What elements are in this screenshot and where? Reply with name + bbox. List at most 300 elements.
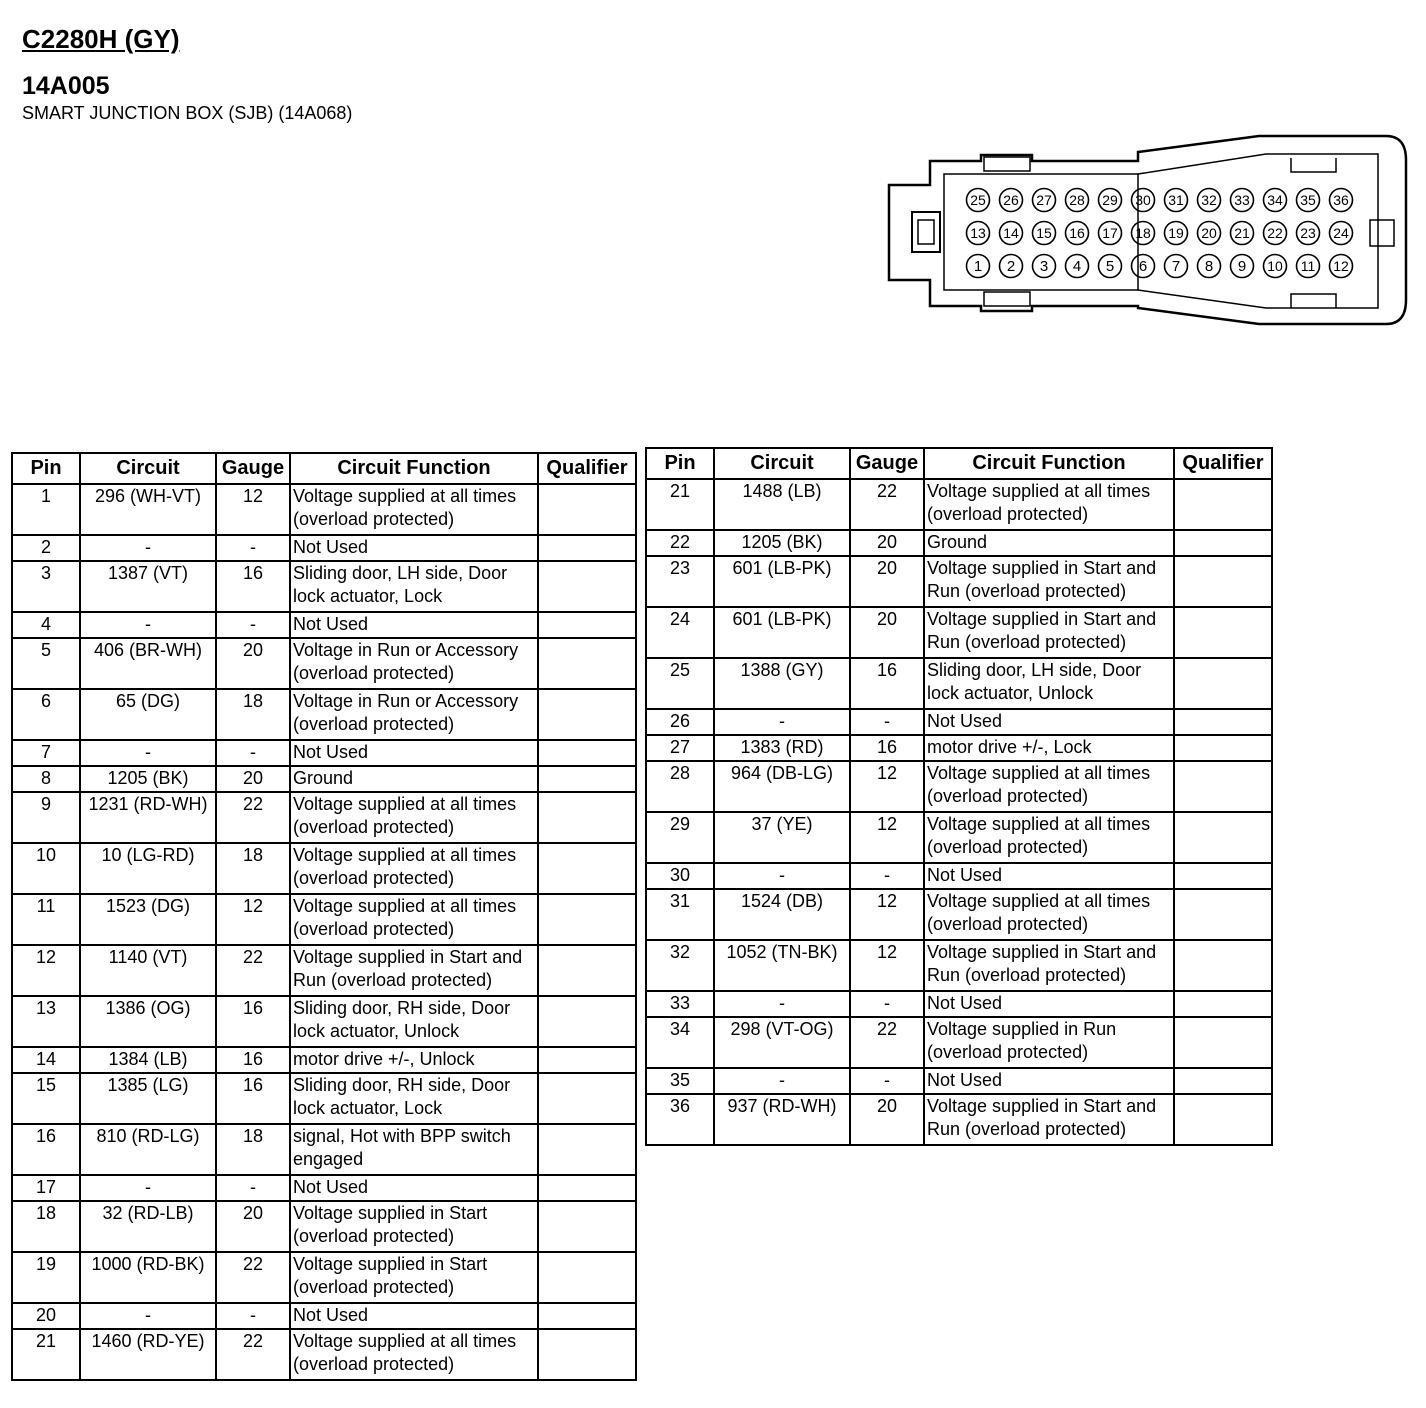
table-row: [646, 658, 1272, 709]
connector-pin: [1198, 189, 1221, 212]
connector-pin: [967, 222, 990, 245]
table-row: [12, 740, 636, 766]
gauge-cell: -: [850, 991, 924, 1017]
gauge-cell: 12: [850, 889, 924, 940]
pin-number: 31: [1168, 192, 1184, 208]
connector-face-diagram: [886, 130, 1416, 330]
pin-cell: 23: [646, 556, 714, 607]
table-row: [646, 889, 1272, 940]
table-row: [646, 1094, 1272, 1145]
gauge-cell: 12: [850, 761, 924, 812]
gauge-cell: 18: [216, 689, 290, 740]
function-cell: Not Used: [290, 740, 538, 766]
pin-number: 27: [1036, 192, 1052, 208]
circuit-cell: 10 (LG-RD): [80, 843, 216, 894]
connector-pin: [1330, 255, 1353, 278]
gauge-cell: 16: [216, 1073, 290, 1124]
connector-pin: [1198, 255, 1221, 278]
circuit-cell: 1205 (BK): [714, 530, 850, 556]
pin-number: 19: [1168, 225, 1184, 241]
gauge-cell: -: [216, 740, 290, 766]
qualifier-cell: [1174, 607, 1272, 658]
function-cell: Voltage supplied at all times (overload protected): [924, 812, 1174, 863]
gauge-cell: -: [850, 709, 924, 735]
column-header-circuit: Circuit: [80, 453, 216, 484]
function-cell: Not Used: [924, 863, 1174, 889]
pin-cell: 15: [12, 1073, 80, 1124]
qualifier-cell: [1174, 889, 1272, 940]
connector-pin: [1165, 189, 1188, 212]
connector-title: C2280H (GY): [22, 24, 180, 54]
gauge-cell: -: [216, 612, 290, 638]
gauge-cell: -: [216, 535, 290, 561]
qualifier-cell: [538, 740, 636, 766]
pin-number: 6: [1138, 258, 1148, 275]
pin-number: 30: [1135, 192, 1151, 208]
column-header-pin: Pin: [646, 448, 714, 479]
pin-number: 33: [1234, 192, 1250, 208]
connector-pin: [1099, 222, 1122, 245]
column-header-circuit-function: Circuit Function: [290, 453, 538, 484]
circuit-cell: 1205 (BK): [80, 766, 216, 792]
circuit-cell: 1524 (DB): [714, 889, 850, 940]
function-cell: Voltage in Run or Accessory (overload protected): [290, 638, 538, 689]
gauge-cell: 12: [216, 484, 290, 535]
pin-number: 35: [1300, 192, 1316, 208]
gauge-cell: 16: [216, 996, 290, 1047]
qualifier-cell: [1174, 1094, 1272, 1145]
table-row: [12, 792, 636, 843]
function-cell: Sliding door, RH side, Door lock actuator, Unlock: [290, 996, 538, 1047]
qualifier-cell: [1174, 709, 1272, 735]
pin-number: 13: [970, 225, 986, 241]
pin-cell: 6: [12, 689, 80, 740]
qualifier-cell: [1174, 530, 1272, 556]
pin-number: 15: [1036, 225, 1052, 241]
table-row: [646, 761, 1272, 812]
function-cell: Voltage supplied at all times (overload protected): [924, 761, 1174, 812]
column-header-qualifier: Qualifier: [538, 453, 636, 484]
pin-cell: 29: [646, 812, 714, 863]
pin-cell: 19: [12, 1252, 80, 1303]
column-header-pin: Pin: [12, 453, 80, 484]
pin-grid: [967, 189, 1353, 278]
gauge-cell: 20: [216, 766, 290, 792]
gauge-cell: 16: [850, 735, 924, 761]
connector-pin: [1231, 222, 1254, 245]
pin-number: 25: [970, 192, 986, 208]
pin-cell: 12: [12, 945, 80, 996]
pin-cell: 35: [646, 1068, 714, 1094]
circuit-cell: 1052 (TN-BK): [714, 940, 850, 991]
pin-cell: 36: [646, 1094, 714, 1145]
gauge-cell: -: [850, 863, 924, 889]
part-number: 14A005: [22, 72, 110, 100]
circuit-cell: -: [80, 612, 216, 638]
gauge-cell: 20: [216, 1201, 290, 1252]
table-row: [646, 991, 1272, 1017]
connector-pin: [1165, 255, 1188, 278]
qualifier-cell: [538, 1073, 636, 1124]
pin-cell: 30: [646, 863, 714, 889]
connector-pin: [1066, 189, 1089, 212]
column-header-qualifier: Qualifier: [1174, 448, 1272, 479]
connector-pin: [1297, 255, 1320, 278]
pin-cell: 34: [646, 1017, 714, 1068]
connector-pin: [1099, 255, 1122, 278]
function-cell: Voltage supplied in Start and Run (overload protected): [924, 1094, 1174, 1145]
function-cell: Not Used: [290, 1175, 538, 1201]
gauge-cell: -: [216, 1175, 290, 1201]
table-row: [646, 530, 1272, 556]
circuit-cell: 1000 (RD-BK): [80, 1252, 216, 1303]
column-header-gauge: Gauge: [216, 453, 290, 484]
qualifier-cell: [1174, 658, 1272, 709]
connector-pin: [1132, 189, 1155, 212]
table-row: [646, 556, 1272, 607]
gauge-cell: 20: [850, 530, 924, 556]
gauge-cell: 22: [850, 1017, 924, 1068]
pin-number: 1: [973, 258, 983, 275]
function-cell: Voltage supplied in Start and Run (overload protected): [924, 940, 1174, 991]
gauge-cell: 20: [850, 607, 924, 658]
pin-number: 12: [1333, 258, 1349, 274]
table-row: [646, 709, 1272, 735]
circuit-cell: 937 (RD-WH): [714, 1094, 850, 1145]
pin-number: 11: [1300, 258, 1316, 274]
pin-number: 8: [1204, 258, 1214, 275]
circuit-cell: 406 (BR-WH): [80, 638, 216, 689]
table-row: [12, 843, 636, 894]
pin-cell: 25: [646, 658, 714, 709]
qualifier-cell: [538, 1252, 636, 1303]
component-description: SMART JUNCTION BOX (SJB) (14A068): [22, 103, 353, 123]
pin-cell: 33: [646, 991, 714, 1017]
gauge-cell: 16: [216, 1047, 290, 1073]
qualifier-cell: [538, 1329, 636, 1380]
table-row: [12, 1047, 636, 1073]
function-cell: Not Used: [290, 535, 538, 561]
pin-cell: 3: [12, 561, 80, 612]
function-cell: Ground: [924, 530, 1174, 556]
connector-pin: [1297, 189, 1320, 212]
function-cell: Voltage supplied in Run (overload protected): [924, 1017, 1174, 1068]
gauge-cell: 12: [850, 812, 924, 863]
table-row: [646, 940, 1272, 991]
pin-number: 3: [1039, 258, 1049, 275]
table-row: [646, 735, 1272, 761]
function-cell: Sliding door, LH side, Door lock actuator, Lock: [290, 561, 538, 612]
function-cell: Sliding door, LH side, Door lock actuator, Unlock: [924, 658, 1174, 709]
circuit-cell: 601 (LB-PK): [714, 556, 850, 607]
pin-cell: 21: [646, 479, 714, 530]
gauge-cell: 18: [216, 843, 290, 894]
qualifier-cell: [538, 1124, 636, 1175]
qualifier-cell: [538, 484, 636, 535]
function-cell: Not Used: [290, 612, 538, 638]
qualifier-cell: [1174, 556, 1272, 607]
function-cell: motor drive +/-, Lock: [924, 735, 1174, 761]
column-header-circuit-function: Circuit Function: [924, 448, 1174, 479]
pin-number: 4: [1072, 258, 1082, 275]
circuit-cell: 1385 (LG): [80, 1073, 216, 1124]
function-cell: Sliding door, RH side, Door lock actuator, Lock: [290, 1073, 538, 1124]
connector-pin: [1033, 255, 1056, 278]
pin-cell: 7: [12, 740, 80, 766]
pin-number: 36: [1333, 192, 1349, 208]
connector-pin: [967, 189, 990, 212]
circuit-cell: -: [80, 740, 216, 766]
pin-number: 34: [1267, 192, 1283, 208]
connector-pin: [1264, 222, 1287, 245]
circuit-cell: 296 (WH-VT): [80, 484, 216, 535]
gauge-cell: -: [216, 1303, 290, 1329]
function-cell: Voltage supplied at all times (overload protected): [290, 1329, 538, 1380]
connector-pin: [1330, 189, 1353, 212]
qualifier-cell: [1174, 991, 1272, 1017]
connector-pin: [967, 255, 990, 278]
qualifier-cell: [1174, 940, 1272, 991]
table-row: [646, 1017, 1272, 1068]
pin-cell: 24: [646, 607, 714, 658]
connector-pin: [1000, 222, 1023, 245]
pin-cell: 11: [12, 894, 80, 945]
table-row: [12, 1073, 636, 1124]
pin-number: 29: [1102, 192, 1118, 208]
function-cell: motor drive +/-, Unlock: [290, 1047, 538, 1073]
connector-pin: [1264, 255, 1287, 278]
pin-cell: 21: [12, 1329, 80, 1380]
qualifier-cell: [1174, 735, 1272, 761]
qualifier-cell: [1174, 863, 1272, 889]
table-row: [12, 535, 636, 561]
qualifier-cell: [538, 561, 636, 612]
pin-cell: 32: [646, 940, 714, 991]
pin-number: 23: [1300, 225, 1316, 241]
pin-number: 9: [1237, 258, 1247, 275]
function-cell: Voltage supplied at all times (overload protected): [290, 484, 538, 535]
table-row: [646, 479, 1272, 530]
connector-pin: [1132, 255, 1155, 278]
pin-number: 14: [1003, 225, 1019, 241]
gauge-cell: 22: [216, 792, 290, 843]
gauge-cell: 22: [216, 1329, 290, 1380]
gauge-cell: 22: [850, 479, 924, 530]
table-row: [12, 1303, 636, 1329]
table-row: [12, 561, 636, 612]
table-row: [646, 812, 1272, 863]
function-cell: Voltage supplied in Start and Run (overload protected): [924, 556, 1174, 607]
function-cell: Not Used: [290, 1303, 538, 1329]
connector-pin: [1264, 189, 1287, 212]
pin-number: 5: [1105, 258, 1115, 275]
function-cell: Voltage supplied at all times (overload protected): [290, 894, 538, 945]
gauge-cell: 20: [216, 638, 290, 689]
circuit-cell: -: [714, 1068, 850, 1094]
table-row: [646, 607, 1272, 658]
pin-number: 26: [1003, 192, 1019, 208]
gauge-cell: 22: [216, 945, 290, 996]
connector-pin: [1033, 222, 1056, 245]
connector-pin: [1066, 255, 1089, 278]
connector-pin: [1066, 222, 1089, 245]
lock-tab: [912, 212, 940, 252]
qualifier-cell: [538, 535, 636, 561]
circuit-cell: 1383 (RD): [714, 735, 850, 761]
circuit-cell: 1488 (LB): [714, 479, 850, 530]
function-cell: Voltage supplied at all times (overload protected): [290, 792, 538, 843]
function-cell: Ground: [290, 766, 538, 792]
pin-number: 18: [1135, 225, 1151, 241]
qualifier-cell: [538, 766, 636, 792]
table-row: [12, 612, 636, 638]
table-row: [12, 1329, 636, 1380]
pin-cell: 27: [646, 735, 714, 761]
pin-number: 28: [1069, 192, 1085, 208]
qualifier-cell: [538, 792, 636, 843]
qualifier-cell: [538, 1201, 636, 1252]
table-row: [646, 863, 1272, 889]
qualifier-cell: [538, 612, 636, 638]
circuit-cell: -: [80, 1303, 216, 1329]
circuit-cell: 601 (LB-PK): [714, 607, 850, 658]
qualifier-cell: [538, 1303, 636, 1329]
table-row: [12, 1252, 636, 1303]
table-row: [12, 766, 636, 792]
qualifier-cell: [1174, 761, 1272, 812]
connector-pin: [1165, 222, 1188, 245]
gauge-cell: -: [850, 1068, 924, 1094]
pinout-table-right: [645, 447, 1273, 1146]
qualifier-cell: [538, 945, 636, 996]
table-row: [12, 996, 636, 1047]
pin-number: 7: [1171, 258, 1181, 275]
pin-cell: 5: [12, 638, 80, 689]
gauge-cell: 12: [850, 940, 924, 991]
pin-number: 21: [1234, 225, 1250, 241]
pin-cell: 14: [12, 1047, 80, 1073]
circuit-cell: -: [80, 535, 216, 561]
pin-cell: 22: [646, 530, 714, 556]
connector-pin: [1132, 222, 1155, 245]
table-row: [12, 1201, 636, 1252]
column-header-circuit: Circuit: [714, 448, 850, 479]
qualifier-cell: [538, 843, 636, 894]
table-row: [12, 1175, 636, 1201]
connector-pin: [1330, 222, 1353, 245]
qualifier-cell: [538, 1047, 636, 1073]
gauge-cell: 20: [850, 556, 924, 607]
pin-number: 16: [1069, 225, 1085, 241]
function-cell: Voltage supplied at all times (overload protected): [290, 843, 538, 894]
gauge-cell: 12: [216, 894, 290, 945]
pin-number: 24: [1333, 225, 1349, 241]
gauge-cell: 22: [216, 1252, 290, 1303]
connector-pin: [1297, 222, 1320, 245]
function-cell: Not Used: [924, 1068, 1174, 1094]
connector-pin: [1231, 255, 1254, 278]
circuit-cell: 1460 (RD-YE): [80, 1329, 216, 1380]
qualifier-cell: [538, 638, 636, 689]
pin-cell: 17: [12, 1175, 80, 1201]
table-row: [12, 638, 636, 689]
table-row: [12, 1124, 636, 1175]
pin-cell: 28: [646, 761, 714, 812]
qualifier-cell: [1174, 1068, 1272, 1094]
pin-number: 22: [1267, 225, 1283, 241]
table-row: [12, 689, 636, 740]
circuit-cell: -: [80, 1175, 216, 1201]
gauge-cell: 16: [216, 561, 290, 612]
column-header-gauge: Gauge: [850, 448, 924, 479]
connector-pin: [1000, 189, 1023, 212]
table-row: [12, 484, 636, 535]
function-cell: Not Used: [924, 709, 1174, 735]
connector-pin: [1231, 189, 1254, 212]
circuit-cell: 1231 (RD-WH): [80, 792, 216, 843]
table-row: [12, 894, 636, 945]
pinout-table-left: [11, 452, 637, 1381]
pin-cell: 10: [12, 843, 80, 894]
connector-pin: [1033, 189, 1056, 212]
pin-cell: 2: [12, 535, 80, 561]
function-cell: Voltage supplied at all times (overload protected): [924, 889, 1174, 940]
pin-cell: 18: [12, 1201, 80, 1252]
pin-cell: 1: [12, 484, 80, 535]
connector-pin: [1198, 222, 1221, 245]
table-row: [12, 945, 636, 996]
qualifier-cell: [538, 996, 636, 1047]
circuit-cell: 1384 (LB): [80, 1047, 216, 1073]
gauge-cell: 20: [850, 1094, 924, 1145]
circuit-cell: 65 (DG): [80, 689, 216, 740]
circuit-cell: -: [714, 863, 850, 889]
pin-cell: 26: [646, 709, 714, 735]
qualifier-cell: [1174, 1017, 1272, 1068]
pin-cell: 4: [12, 612, 80, 638]
qualifier-cell: [1174, 479, 1272, 530]
gauge-cell: 18: [216, 1124, 290, 1175]
pin-cell: 31: [646, 889, 714, 940]
function-cell: Voltage supplied at all times (overload protected): [924, 479, 1174, 530]
circuit-cell: 37 (YE): [714, 812, 850, 863]
function-cell: Not Used: [924, 991, 1174, 1017]
circuit-cell: -: [714, 991, 850, 1017]
gauge-cell: 16: [850, 658, 924, 709]
function-cell: Voltage supplied in Start (overload protected): [290, 1201, 538, 1252]
pin-number: 10: [1267, 258, 1283, 274]
pin-number: 2: [1006, 258, 1016, 275]
connector-pin: [1099, 189, 1122, 212]
circuit-cell: 1140 (VT): [80, 945, 216, 996]
circuit-cell: -: [714, 709, 850, 735]
qualifier-cell: [538, 689, 636, 740]
function-cell: Voltage in Run or Accessory (overload protected): [290, 689, 538, 740]
pin-cell: 9: [12, 792, 80, 843]
pin-cell: 16: [12, 1124, 80, 1175]
qualifier-cell: [538, 894, 636, 945]
qualifier-cell: [1174, 812, 1272, 863]
connector-pin: [1000, 255, 1023, 278]
circuit-cell: 1523 (DG): [80, 894, 216, 945]
pin-number: 20: [1201, 225, 1217, 241]
pin-cell: 13: [12, 996, 80, 1047]
pin-number: 17: [1102, 225, 1118, 241]
function-cell: signal, Hot with BPP switch engaged: [290, 1124, 538, 1175]
circuit-cell: 1386 (OG): [80, 996, 216, 1047]
circuit-cell: 810 (RD-LG): [80, 1124, 216, 1175]
pin-cell: 8: [12, 766, 80, 792]
